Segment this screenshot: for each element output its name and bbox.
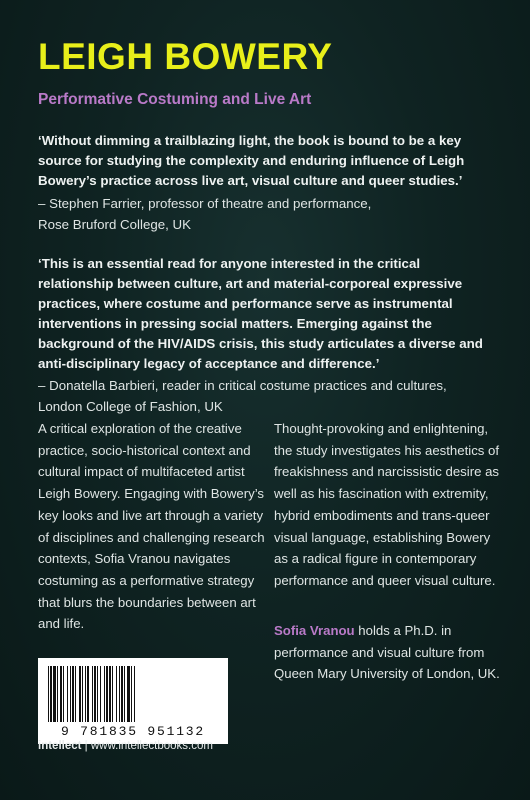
book-title: LEIGH BOWERY <box>38 36 333 77</box>
publisher-url[interactable]: www.intellectbooks.com <box>90 740 213 752</box>
isbn-number: 9 781835 951132 <box>60 724 206 739</box>
barcode-bar <box>112 666 113 722</box>
barcode-bar <box>57 666 58 722</box>
barcode-bar <box>87 666 89 722</box>
publisher-logo: intellect <box>38 740 82 752</box>
barcode-bar <box>48 666 49 722</box>
barcode-bar <box>109 666 111 722</box>
author-bio-text: holds a Ph.D. in performance and visual culture from Queen Mary University of London, UK. <box>274 623 500 682</box>
barcode-bar <box>92 666 93 722</box>
barcode-bar <box>116 666 117 722</box>
barcode-bar <box>72 666 74 722</box>
publisher-footer <box>38 740 213 752</box>
barcode-bar <box>131 666 132 722</box>
barcode-bar <box>124 666 125 722</box>
description-right: Thought-provoking and enlightening, the study investigates his aesthetics of freakishness and narcissistic desire as well as his fascination with extremity, hybrid embodiments and trans-queer visual language, establishing Bowery as a radical figure in contemporary performance and queer visual culture. <box>274 421 500 588</box>
attribution-line: – Donatella Barbieri, reader in critical costume practices and cultures, <box>38 378 447 393</box>
barcode-bar <box>134 666 135 722</box>
endorsement-attribution-1 <box>38 193 493 235</box>
endorsement-quote-2: ‘This is an essential read for anyone interested in the critical relationship between culture, art and material-corporeal expressive practices, where costume and performance serve as instrumental interventions in pressing social matters. Emerging against the background of the HIV/AIDS crisis, this study articulates a diverse and anti-disciplinary legacy of acceptance and difference.’ <box>38 256 483 371</box>
barcode-bar <box>82 666 83 722</box>
barcode-bar <box>60 666 62 722</box>
barcode-bar <box>70 666 71 722</box>
author-name: Sofia Vranou <box>274 623 355 638</box>
book-subtitle: Performative Costuming and Live Art <box>38 91 312 108</box>
author-bio <box>274 620 504 685</box>
barcode-bar <box>79 666 81 722</box>
barcode-bar <box>53 666 56 722</box>
barcode-bar <box>104 666 105 722</box>
barcode-bar <box>97 666 98 722</box>
endorsement-attribution-2 <box>38 375 493 417</box>
description-left: A critical exploration of the creative practice, socio-historical context and cultural impact of multifaceted artist Leigh Bowery. Engaging with Bowery’s key looks and live art through a variety of disciplines and challenging research contexts, Sofia Vranou navigates costuming as a performative strategy that blurs the boundaries between art and life. <box>38 421 265 632</box>
barcode-bar <box>94 666 96 722</box>
barcode-bar <box>67 666 68 722</box>
footer-separator: | <box>81 740 91 752</box>
barcode-bars <box>46 666 220 722</box>
barcode-bar <box>63 666 64 722</box>
barcode <box>38 658 228 744</box>
attribution-line: London College of Fashion, UK <box>38 399 223 414</box>
attribution-line: – Stephen Farrier, professor of theatre and performance, <box>38 196 372 211</box>
barcode-bar <box>119 666 120 722</box>
barcode-bar <box>50 666 52 722</box>
barcode-bar <box>100 666 101 722</box>
barcode-bar <box>121 666 123 722</box>
barcode-bar <box>106 666 108 722</box>
barcode-bar <box>75 666 76 722</box>
barcode-bar <box>85 666 86 722</box>
endorsement-quote-1: ‘Without dimming a trailblazing light, the book is bound to be a key source for studying the complexity and enduring influence of Leigh Bowery’s practice across live art, visual culture and queer studies.’ <box>38 133 465 188</box>
attribution-line: Rose Bruford College, UK <box>38 217 191 232</box>
barcode-bar <box>127 666 130 722</box>
